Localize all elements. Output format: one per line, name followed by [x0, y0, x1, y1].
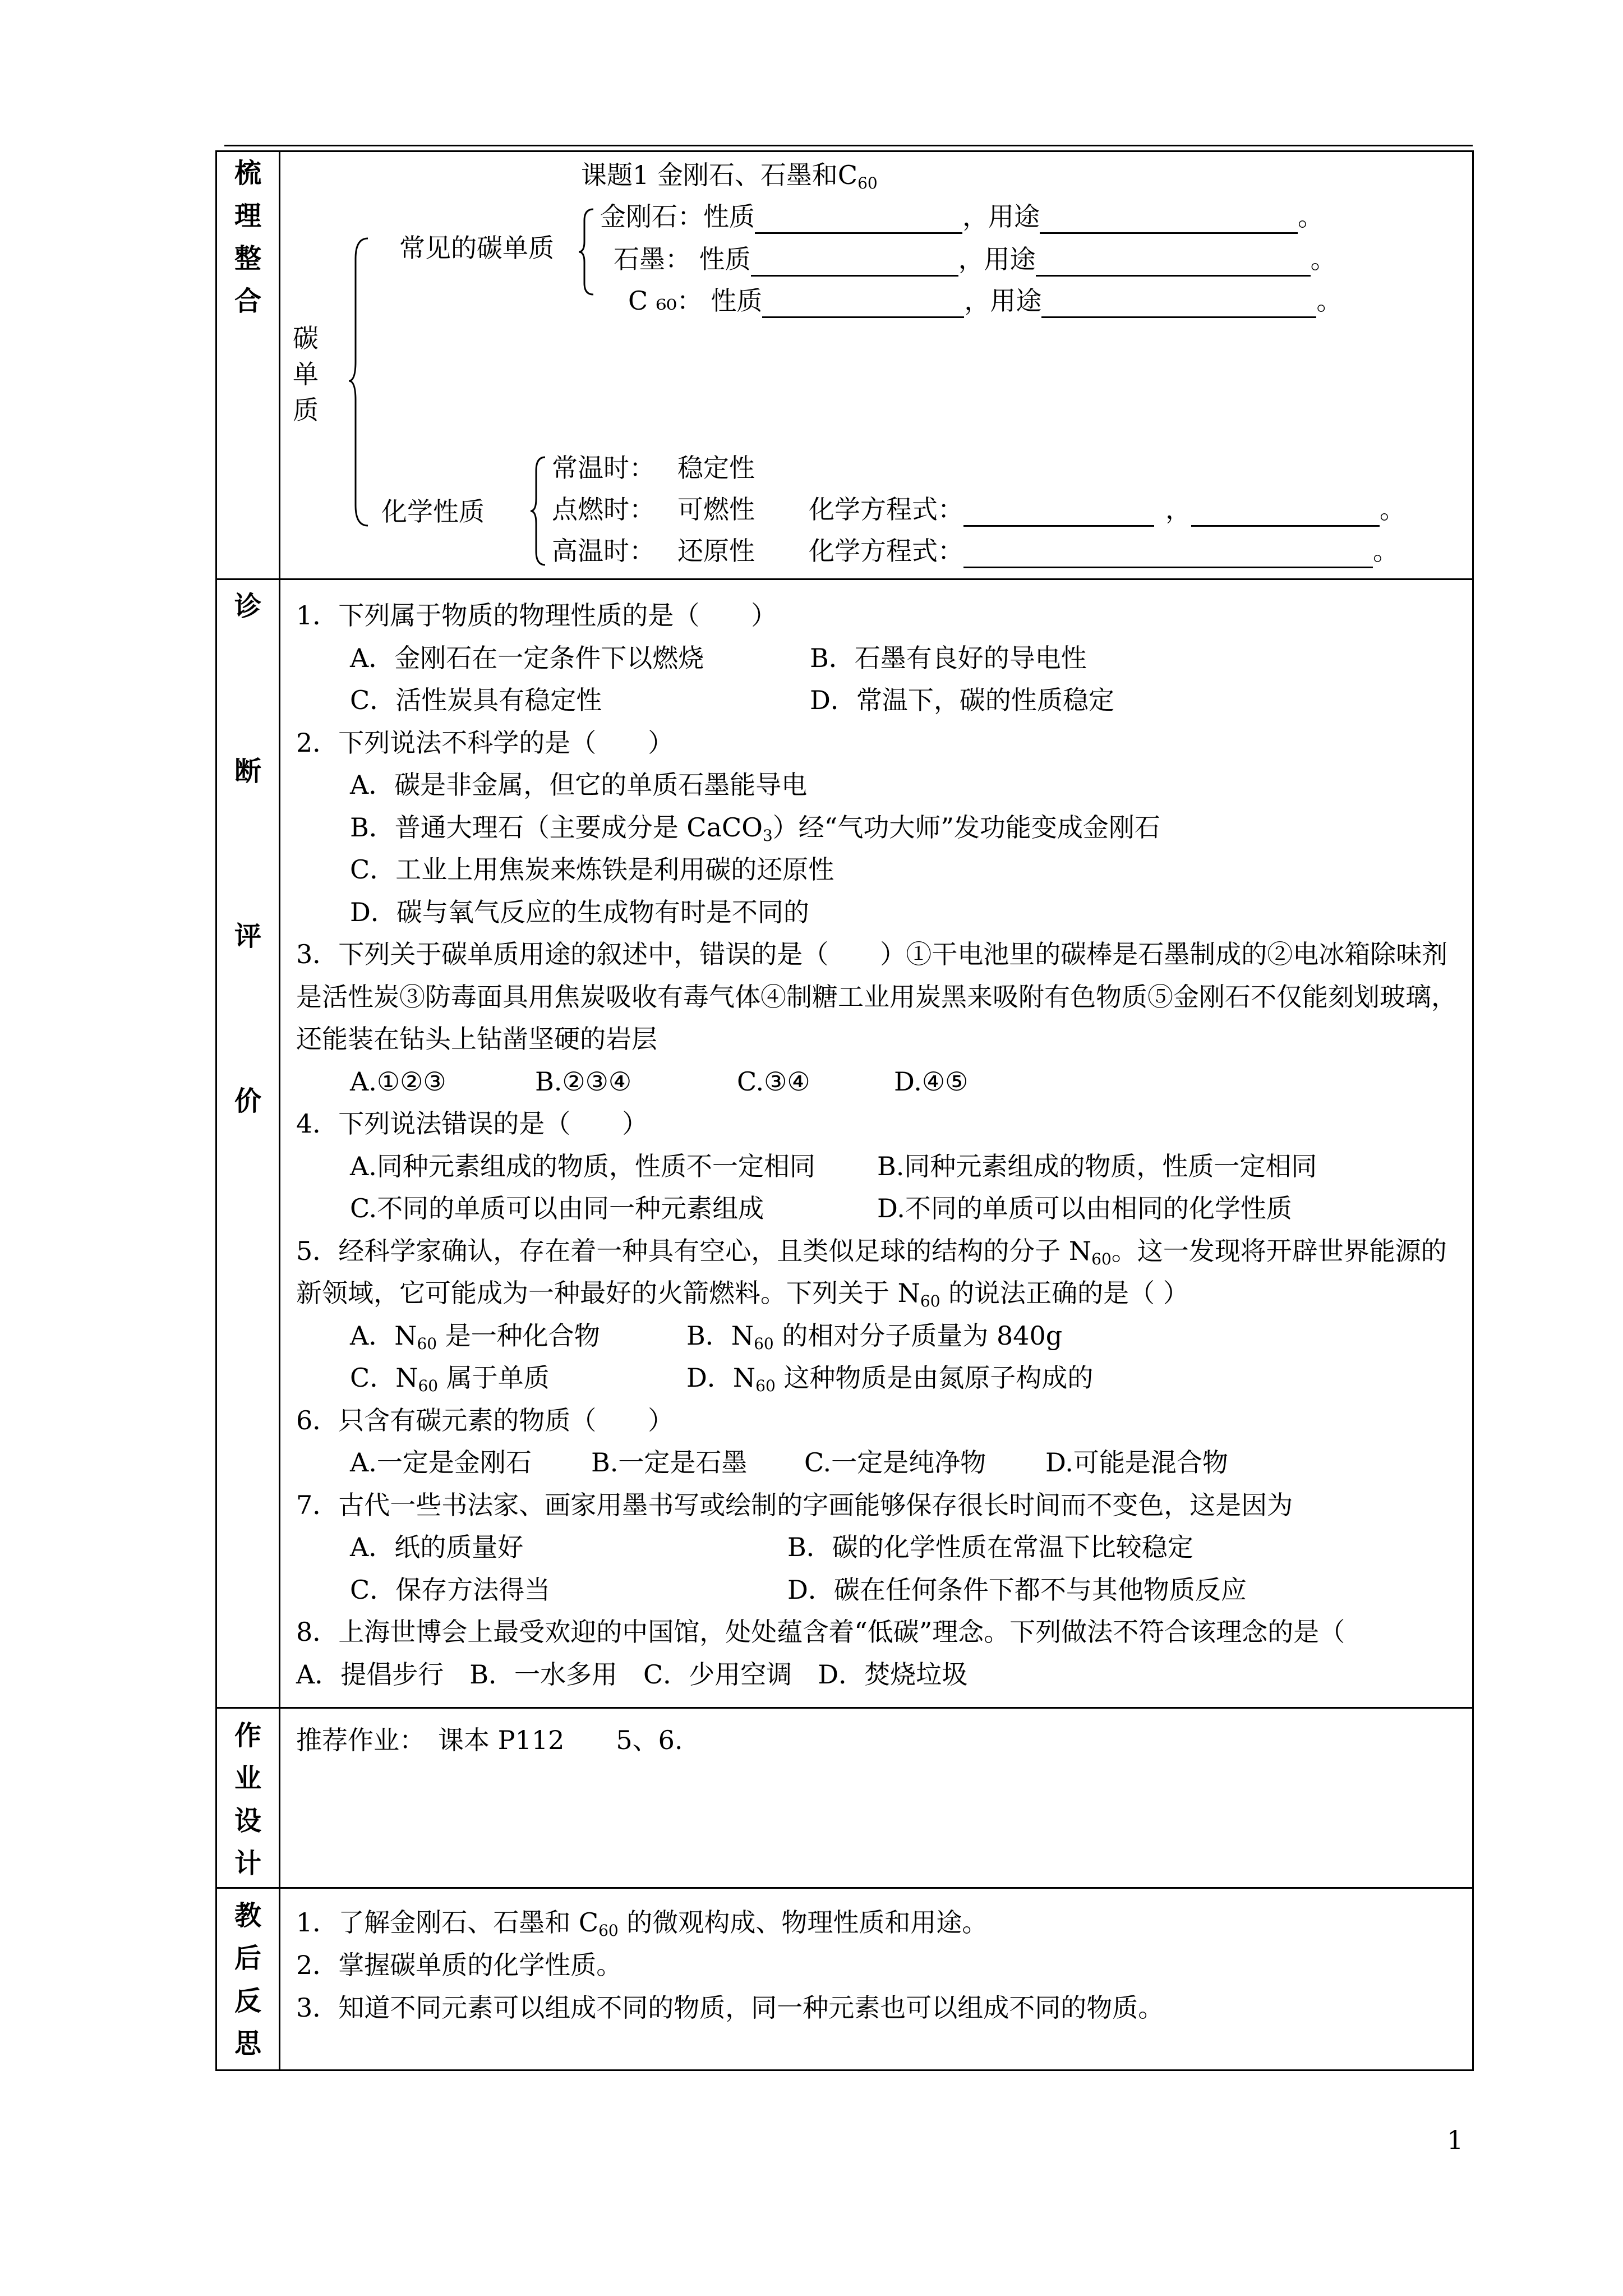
question-3: 3．下列关于碳单质用途的叙述中，错误的是（ ）①干电池里的碳棒是石墨制成的②电冰箱除味剂是活性炭③防毒面具用焦炭吸收有毒气体④制糖工业用炭黑来吸附有色物质⑤金刚石不仅能刻划玻璃，还能装在钻头上钻凿坚硬的岩层: [296, 939, 1457, 1054]
question-2-option-a: A．碳是非金属，但它的单质石墨能导电: [350, 770, 808, 800]
reflection-1: 1．了解金刚石、石墨和 $C_{60}$ 的微观构成、物理性质和用途。: [296, 1907, 988, 1940]
question-6: 6．只含有碳元素的物质（ ）: [296, 1405, 674, 1435]
high-temp-equation-blank[interactable]: [963, 540, 1373, 568]
diagnosis-row: [216, 579, 1473, 1708]
homework-content: [280, 1708, 1473, 1888]
c60-property-blank[interactable]: [762, 289, 964, 318]
lesson-title: 课题1 金刚石、石墨和$C_{60}$: [581, 160, 878, 192]
question-7-options-cd: C．保存方法得当 D．碳在任何条件下都不与其他物质反应: [350, 1574, 1247, 1605]
question-2-option-c: C．工业上用焦炭来炼铁是利用碳的还原性: [350, 854, 834, 885]
question-7: 7．古代一些书法家、画家用墨书写或绘制的字画能够保存很长时间而不变色，这是因为: [296, 1489, 1293, 1520]
question-4-options-cd: C.不同的单质可以由同一种元素组成 D.不同的单质可以由相同的化学性质: [350, 1193, 1292, 1223]
question-4: 4．下列说法错误的是（ ）: [296, 1108, 648, 1139]
question-6-options: A.一定是金刚石 B.一定是石墨 C.一定是纯净物 D.可能是混合物: [350, 1447, 1228, 1478]
reflection-content: [280, 1888, 1473, 2070]
graphite-property-blank[interactable]: [751, 248, 958, 277]
diagnosis-content: [280, 579, 1473, 1708]
normal-temp-line: 常温时： 稳定性: [552, 453, 755, 483]
question-7-options-ab: A．纸的质量好 B．碳的化学性质在常温下比较稳定: [350, 1532, 1193, 1562]
question-2-option-d: D．碳与氧气反应的生成物有时是不同的: [350, 896, 809, 927]
section-label-diagnosis: 诊 断 评 价: [216, 579, 280, 1708]
section-label-summary: 梳 理 整 合: [216, 151, 280, 579]
homework-row: [216, 1708, 1473, 1888]
common-carbon-brace: [579, 207, 596, 297]
common-carbon-label: 常见的碳单质: [399, 233, 554, 263]
c60-use-blank[interactable]: [1041, 289, 1316, 318]
question-3-options: A.①②③ B.②③④ C.③④ D.④⑤: [350, 1066, 969, 1097]
reflection-row: [216, 1888, 1473, 2070]
high-temp-line: 高温时： 还原性 化学方程式： 。: [552, 533, 1399, 568]
ignite-equation-blank-1[interactable]: [963, 498, 1154, 527]
question-1: 1．下列属于物质的物理性质的是（ ）: [296, 600, 777, 631]
page-number: 1: [1447, 2125, 1464, 2155]
question-8: 8．上海世博会上最受欢迎的中国馆，处处蕴含着“低碳”理念。下列做法不符合该理念的是（: [296, 1617, 1345, 1647]
lesson-table: [215, 150, 1474, 2071]
question-5-options-cd: C．$N_{60}$ 属于单质 D．$N_{60}$ 这种物质是由氮原子构成的: [350, 1363, 1094, 1395]
summary-row: [216, 151, 1473, 579]
diamond-line: 金刚石：性质 ，用途 。: [600, 199, 1324, 234]
root-brace: [348, 236, 370, 528]
section-label-reflection: 教 后 反 思: [216, 1888, 280, 2070]
root-label: 碳 单 质: [293, 323, 319, 425]
c60-line: C ₆₀： 性质 ，用途 。: [628, 283, 1342, 318]
chem-property-label: 化学性质: [381, 496, 485, 527]
graphite-use-blank[interactable]: [1036, 248, 1311, 277]
question-8-options: A．提倡步行 B．一水多用 C．少用空调 D．焚烧垃圾: [296, 1659, 968, 1690]
question-5: 5．经科学家确认，存在着一种具有空心，且类似足球的结构的分子 $N_{60}$。这一发现将开辟世界能源的新领域，它可能成为一种最好的火箭燃料。下列关于 $N_{60}$ 的说法正确的是（ ）: [296, 1235, 1447, 1310]
ignite-line: 点燃时： 可燃性 化学方程式： ， 。: [552, 492, 1405, 527]
reflection-3: 3．知道不同元素可以组成不同的物质，同一种元素也可以组成不同的物质。: [296, 1993, 1164, 2023]
question-4-options-ab: A.同种元素组成的物质，性质不一定相同 B.同种元素组成的物质，性质一定相同: [350, 1151, 1317, 1181]
question-1-options-ab: A．金刚石在一定条件下以燃烧 B．石墨有良好的导电性: [350, 642, 1087, 673]
section-label-homework: 作 业 设 计: [216, 1708, 280, 1888]
header-rule: [224, 145, 1473, 146]
chem-property-brace: [531, 455, 547, 567]
homework-text: 推荐作业： 课本 P112 5、6.: [296, 1725, 683, 1755]
ignite-equation-blank-2[interactable]: [1191, 498, 1380, 527]
question-5-options-ab: A．$N_{60}$ 是一种化合物 B．$N_{60}$ 的相对分子质量为 840g: [350, 1320, 1063, 1353]
diamond-use-blank[interactable]: [1040, 205, 1298, 234]
reflection-2: 2．掌握碳单质的化学性质。: [296, 1950, 623, 1980]
graphite-line: 石墨： 性质 ，用途 。: [614, 242, 1336, 277]
summary-content: [280, 151, 1473, 579]
question-2: 2．下列说法不科学的是（ ）: [296, 727, 674, 758]
diamond-property-blank[interactable]: [755, 205, 962, 234]
question-2-option-b: B．普通大理石（主要成分是 CaCO$_3$）经“气功大师”发功能变成金刚石: [350, 812, 1160, 845]
question-1-options-cd: C．活性炭具有稳定性 D．常温下，碳的性质稳定: [350, 685, 1114, 715]
